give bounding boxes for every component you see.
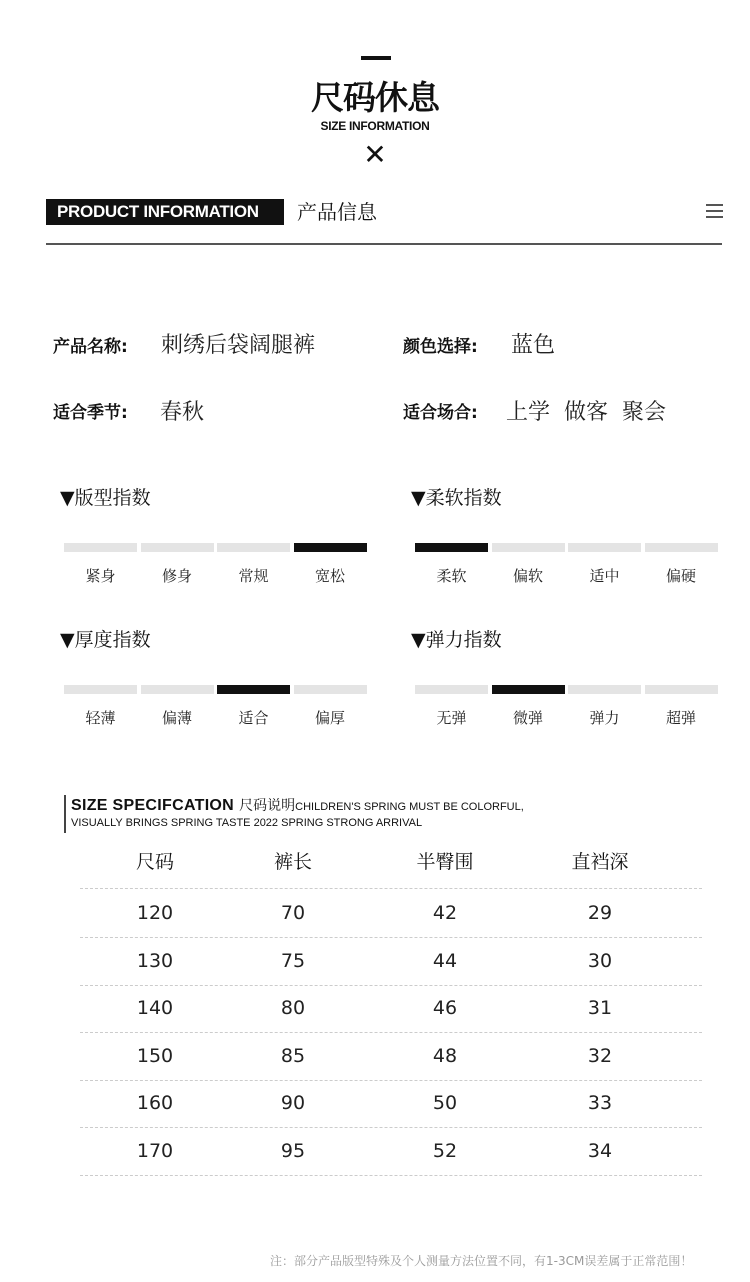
index-bar-segment — [141, 543, 214, 552]
table-cell: 48 — [432, 1044, 458, 1067]
table-header: 裤长 — [273, 851, 312, 873]
table-cell: 170 — [136, 1140, 174, 1162]
table-cell: 130 — [136, 949, 174, 972]
info-label: 适合季节: — [53, 403, 128, 423]
index-option-label: 适合 — [238, 709, 269, 727]
table-cell: 150 — [136, 1044, 174, 1067]
row-divider — [80, 1032, 702, 1033]
index-bar-segment — [492, 685, 565, 694]
index-bar-segment — [415, 543, 488, 552]
x-icon: ✕ — [363, 138, 387, 171]
index-option-label: 偏厚 — [314, 709, 345, 727]
table-header: 尺码 — [135, 851, 174, 873]
table-cell: 50 — [432, 1092, 458, 1115]
row-divider — [80, 1080, 702, 1081]
decor-dash — [361, 56, 391, 60]
index-option-label: 弹力 — [589, 709, 620, 727]
spec-title-cn: 尺码说明 — [239, 798, 296, 814]
index-bar-segment — [64, 685, 137, 694]
index-option-label: 超弹 — [665, 709, 696, 727]
index-bar-segment — [645, 685, 718, 694]
index-bar-segment — [568, 685, 641, 694]
table-header: 直裆深 — [571, 851, 629, 873]
row-divider — [80, 888, 702, 889]
info-value: 蓝色 — [511, 333, 556, 358]
index-option-label: 宽松 — [314, 567, 345, 585]
table-cell: 80 — [280, 997, 306, 1020]
index-bar-segment — [492, 543, 565, 552]
row-divider — [80, 1175, 702, 1176]
table-cell: 29 — [587, 902, 613, 924]
index-bar-segment — [645, 543, 718, 552]
index-bar-segment — [568, 543, 641, 552]
index-title: ▼版型指数 — [60, 487, 151, 509]
table-cell: 46 — [432, 997, 458, 1020]
row-divider — [80, 1127, 702, 1128]
table-header: 半臀围 — [416, 851, 474, 873]
index-title: ▼弹力指数 — [411, 629, 502, 651]
index-option-label: 轻薄 — [85, 709, 116, 727]
spec-header — [64, 795, 524, 833]
index-option-label: 微弹 — [512, 709, 543, 727]
table-cell: 42 — [432, 902, 458, 924]
section-label-cn: 产品信息 — [297, 200, 377, 224]
spec-line2: VISUALLY BRINGS SPRING TASTE 2022 SPRING STRONG ARRIVAL — [71, 817, 423, 829]
table-cell: 30 — [587, 949, 613, 972]
index-bar-segment — [217, 543, 290, 552]
index-title: ▼厚度指数 — [60, 629, 151, 651]
page-subtitle: SIZE INFORMATION — [320, 119, 430, 133]
index-bar-segment — [294, 543, 367, 552]
section-label-en: PRODUCT INFORMATION — [46, 199, 284, 225]
index-option-label: 柔软 — [436, 567, 467, 585]
index-option-label: 偏硬 — [665, 567, 696, 585]
table-cell: 160 — [136, 1092, 174, 1115]
row-divider — [80, 937, 702, 938]
index-bar-segment — [415, 685, 488, 694]
table-cell: 90 — [280, 1092, 306, 1115]
table-cell: 32 — [587, 1044, 613, 1067]
index-bar-segment — [217, 685, 290, 694]
page-title: 尺码休息 — [311, 78, 439, 117]
index-option-label: 适中 — [589, 567, 620, 585]
table-cell: 52 — [432, 1140, 458, 1162]
table-cell: 140 — [136, 997, 174, 1020]
index-option-label: 无弹 — [436, 709, 467, 727]
table-cell: 34 — [587, 1140, 613, 1162]
index-option-label: 偏薄 — [161, 709, 192, 727]
info-value: 上学 做客 聚会 — [506, 400, 666, 425]
table-cell: 95 — [280, 1140, 306, 1162]
table-cell: 70 — [280, 902, 306, 924]
index-title: ▼柔软指数 — [411, 487, 502, 509]
index-option-label: 常规 — [238, 567, 269, 585]
table-cell: 120 — [136, 902, 174, 924]
table-cell: 31 — [587, 997, 613, 1020]
info-label: 颜色选择: — [403, 337, 478, 357]
spec-line1: CHILDREN'S SPRING MUST BE COLORFUL, — [295, 801, 524, 813]
index-option-label: 偏软 — [512, 567, 543, 585]
index-bar-segment — [64, 543, 137, 552]
info-value: 春秋 — [160, 400, 205, 425]
index-bar-segment — [141, 685, 214, 694]
menu-icon — [706, 204, 723, 222]
row-divider — [80, 985, 702, 986]
table-cell: 85 — [280, 1044, 306, 1067]
info-label: 产品名称: — [53, 337, 128, 357]
info-label: 适合场合: — [403, 403, 478, 423]
table-cell: 33 — [587, 1092, 613, 1115]
footnote: 注：部分产品版型特殊及个人测量方法位置不同，有1-3CM误差属于正常范围！ — [270, 1254, 693, 1268]
divider — [46, 243, 722, 245]
table-cell: 75 — [280, 949, 306, 972]
spec-title: SIZE SPECIFCATION — [71, 797, 235, 814]
info-value: 刺绣后袋阔腿裤 — [161, 333, 316, 358]
index-option-label: 紧身 — [85, 567, 116, 585]
index-bar-segment — [294, 685, 367, 694]
index-option-label: 修身 — [161, 567, 192, 585]
table-cell: 44 — [432, 949, 458, 972]
